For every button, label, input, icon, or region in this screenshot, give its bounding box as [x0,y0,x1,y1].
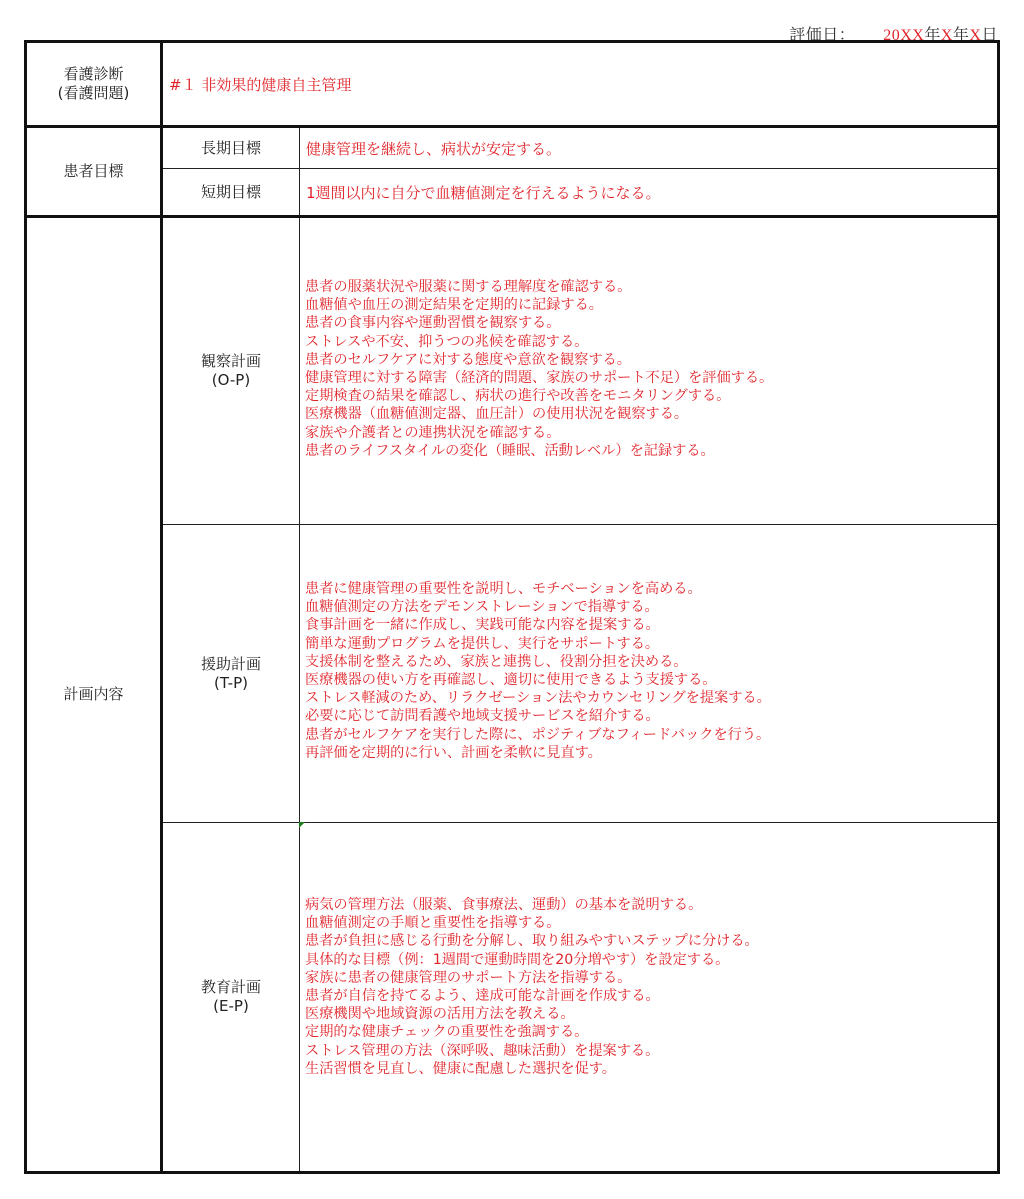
observation-plan-label-cell [162,217,300,525]
list-item: 具体的な目標（例：1週間で運動時間を20分増やす）を設定する。 [305,951,730,968]
treatment-plan-row [26,525,999,823]
long-term-goal-value: 健康管理を継続し、病状が安定する。 [306,139,562,158]
date-day[interactable]: X [969,27,982,44]
list-item: 血糖値や血圧の測定結果を定期的に記録する。 [305,297,603,314]
list-item: 支援体制を整えるため、家族と連携し、役割分担を決める。 [305,653,688,670]
list-item: 食事計画を一緒に作成し、実践可能な内容を提案する。 [305,617,660,634]
treatment-plan-label: 援助計画 [200,654,261,673]
list-item: ストレス管理の方法（深呼吸、趣味活動）を提案する。 [305,1042,660,1059]
list-item: 病気の管理方法（服薬、食事療法、運動）の基本を説明する。 [305,897,703,913]
long-term-goal-label: 長期目標 [200,138,261,157]
comment-indicator-icon[interactable] [299,822,305,828]
short-term-goal-row [26,169,999,217]
date-month-unit: 年 [952,27,970,44]
list-item: 医療機関や地域資源の活用方法を教える。 [305,1006,575,1023]
diagnosis-value: #１ 非効果的健康自主管理 [169,76,352,94]
date-year-unit: 年 [924,27,941,44]
education-plan-content-cell[interactable] [300,823,999,1173]
list-item: 再評価を定期的に行い、計画を柔軟に見直す。 [305,744,602,761]
education-plan-row [26,823,999,1173]
treatment-plan-code: (T-P) [214,673,248,692]
date-month[interactable]: X [940,27,953,44]
observation-plan-code: (O-P) [211,371,251,389]
treatment-plan-label-cell [162,525,300,823]
short-term-goal-label: 短期目標 [200,182,261,201]
diagnosis-label: 看護診断 [63,65,124,83]
goals-label-cell [26,127,162,217]
short-term-goal-value-cell[interactable] [300,169,999,217]
list-item: 家族や介護者との連携状況を確認する。 [305,424,561,441]
observation-plan-row [26,217,999,525]
nursing-care-plan-table [24,40,1000,1174]
list-item: 定期的な健康チェックの重要性を強調する。 [305,1024,589,1041]
evaluation-date-label: 評価日： [789,27,856,44]
list-item: 血糖値測定の手順と重要性を指導する。 [305,915,561,932]
list-item: 患者のライフスタイルの変化（睡眠、活動レベル）を記録する。 [305,442,715,459]
short-term-goal-label-cell [162,169,300,217]
list-item: ストレス軽減のため、リラクゼーション法やカウンセリングを提案する。 [305,690,771,707]
list-item: 生活習慣を見直し、健康に配慮した選択を促す。 [305,1060,616,1077]
long-term-goal-row [26,127,999,169]
list-item: 患者の服薬状況や服薬に関する理解度を確認する。 [305,279,632,295]
diagnosis-row [26,42,999,127]
list-item: ストレスや不安、抑うつの兆候を確認する。 [305,333,589,350]
education-plan-label-cell [162,823,300,1173]
diagnosis-label-cell [26,42,162,127]
education-plan-list [300,896,997,1078]
long-term-goal-label-cell [162,127,300,169]
list-item: 患者のセルフケアに対する態度や意欲を観察する。 [305,351,631,368]
list-item: 患者の食事内容や運動習慣を観察する。 [305,315,561,332]
list-item: 患者が自信を持てるよう、達成可能な計画を作成する。 [305,988,660,1005]
plan-label-cell [26,217,162,1173]
treatment-plan-content-cell[interactable] [300,525,999,823]
date-day-unit: 日 [981,27,998,44]
observation-plan-label: 観察計画 [200,352,261,370]
list-item: 血糖値測定の方法をデモンストレーションで指導する。 [305,599,659,616]
list-item: 医療機器の使い方を再確認し、適切に使用できるよう支援する。 [305,672,717,689]
long-term-goal-value-cell[interactable] [300,127,999,169]
date-year[interactable]: 20XX [883,27,925,44]
list-item: 必要に応じて訪問看護や地域支援サービスを紹介する。 [305,708,660,725]
list-item: 患者に健康管理の重要性を説明し、モチベーションを高める。 [305,581,702,597]
list-item: 医療機器（血糖値測定器、血圧計）の使用状況を観察する。 [305,406,689,423]
education-plan-code: (E-P) [213,997,249,1015]
list-item: 家族に患者の健康管理のサポート方法を指導する。 [305,969,632,986]
education-plan-label: 教育計画 [200,978,261,996]
list-item: 簡単な運動プログラムを提供し、実行をサポートする。 [305,635,660,652]
goals-label: 患者目標 [63,162,124,180]
short-term-goal-value: 1週間以内に自分で血糖値測定を行えるようになる。 [306,183,661,202]
list-item: 定期検査の結果を確認し、病状の進行や改善をモニタリングする。 [305,388,731,405]
observation-plan-list [300,278,997,460]
diagnosis-sublabel: (看護問題) [57,84,130,102]
treatment-plan-list [300,580,997,762]
list-item: 患者がセルフケアを実行した際に、ポジティブなフィードバックを行う。 [305,726,771,743]
observation-plan-content-cell[interactable] [300,217,999,525]
list-item: 患者が負担に感じる行動を分解し、取り組みやすいステップに分ける。 [305,933,759,950]
diagnosis-value-cell[interactable] [162,42,999,127]
list-item: 健康管理に対する障害（経済的問題、家族のサポート不足）を評価する。 [305,370,774,387]
plan-label: 計画内容 [63,685,124,703]
